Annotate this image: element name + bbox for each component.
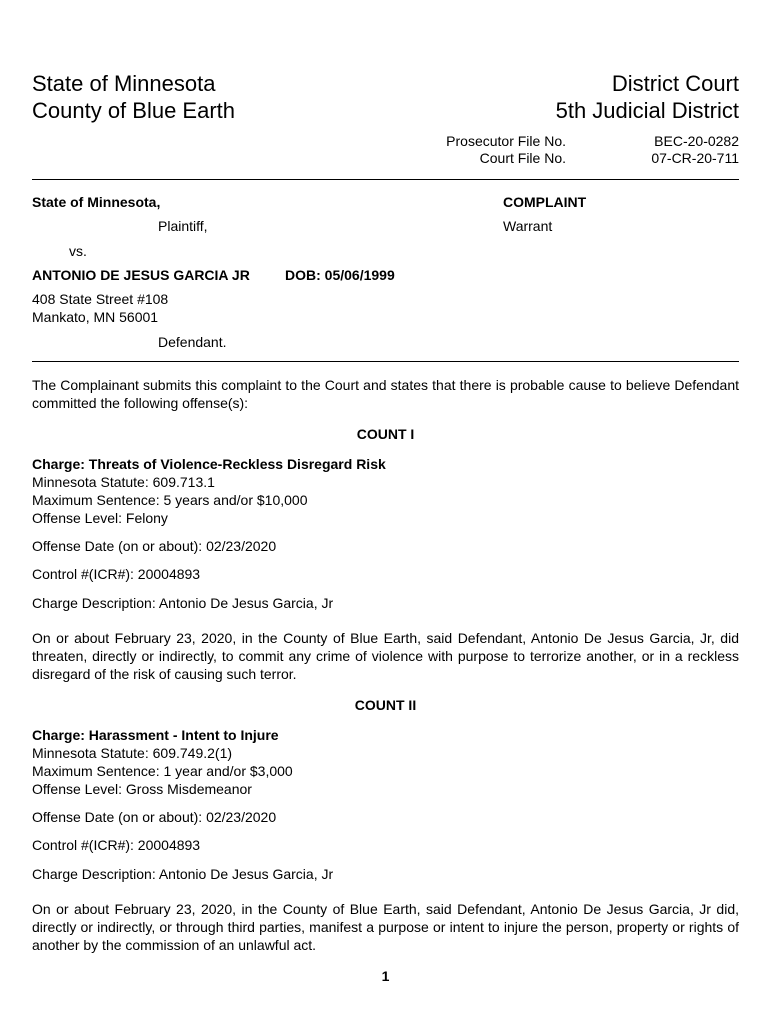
- offense-level: Offense Level: Felony: [32, 510, 168, 526]
- document-type: COMPLAINT: [503, 194, 587, 210]
- charge-description: Charge Description: Antonio De Jesus Garcia, Jr: [32, 595, 334, 611]
- offense-date: Offense Date (on or about): 02/23/2020: [32, 538, 277, 554]
- defendant-address-line2: Mankato, MN 56001: [32, 309, 159, 325]
- defendant-dob: DOB: 05/06/1999: [285, 267, 395, 283]
- header-divider: [32, 179, 739, 180]
- court-file-value: 07-CR-20-711: [651, 150, 739, 166]
- header-district: 5th Judicial District: [555, 98, 739, 123]
- caption-divider: [32, 361, 739, 362]
- max-sentence: Maximum Sentence: 1 year and/or $3,000: [32, 763, 293, 779]
- control-number: Control #(ICR#): 20004893: [32, 566, 201, 582]
- offense-level: Offense Level: Gross Misdemeanor: [32, 781, 252, 797]
- plaintiff-role: Plaintiff,: [158, 218, 208, 234]
- count-heading: COUNT I: [356, 426, 415, 442]
- count-heading: COUNT II: [354, 697, 417, 713]
- max-sentence: Maximum Sentence: 5 years and/or $10,000: [32, 492, 308, 508]
- page-number: 1: [381, 968, 390, 984]
- complaint-page: [32, 0, 739, 1024]
- prosecutor-file-value: BEC-20-0282: [654, 133, 739, 149]
- control-number: Control #(ICR#): 20004893: [32, 837, 201, 853]
- versus: vs.: [69, 243, 87, 259]
- count-narrative: On or about February 23, 2020, in the County of Blue Earth, said Defendant, Antonio De Jesus Garcia, Jr, did threaten, directly or indirectly, to commit any crime of violence with purpose to terrorize another, or in a reckless disregard of the risk of causing such terror.: [32, 630, 739, 682]
- header-court: District Court: [611, 71, 739, 96]
- document-subtype: Warrant: [503, 218, 553, 234]
- header-county: County of Blue Earth: [32, 98, 236, 123]
- count-narrative: On or about February 23, 2020, in the County of Blue Earth, said Defendant, Antonio De Jesus Garcia, Jr did, directly or indirectly, or through third parties, manifest a purpose or intent to injure the person, property or rights of another by the commission of an unlawful act.: [32, 901, 739, 953]
- charge-description: Charge Description: Antonio De Jesus Garcia, Jr: [32, 866, 334, 882]
- defendant-name: ANTONIO DE JESUS GARCIA JR: [32, 267, 250, 283]
- prosecutor-file-label: Prosecutor File No.: [446, 133, 566, 149]
- defendant-address-line1: 408 State Street #108: [32, 291, 169, 307]
- defendant-role: Defendant.: [158, 334, 227, 350]
- header-state: State of Minnesota: [32, 71, 216, 96]
- offense-date: Offense Date (on or about): 02/23/2020: [32, 809, 277, 825]
- count-details: [32, 726, 293, 798]
- intro-paragraph: The Complainant submits this complaint to the Court and states that there is probable cause to believe Defendant committed the following offense(s):: [32, 377, 739, 411]
- count-details: [32, 455, 386, 527]
- statute: Minnesota Statute: 609.749.2(1): [32, 745, 233, 761]
- charge-title: Charge: Threats of Violence-Reckless Disregard Risk: [32, 456, 386, 472]
- plaintiff-name: State of Minnesota,: [32, 194, 161, 210]
- statute: Minnesota Statute: 609.713.1: [32, 474, 215, 490]
- court-file-label: Court File No.: [479, 150, 566, 166]
- charge-title: Charge: Harassment - Intent to Injure: [32, 727, 279, 743]
